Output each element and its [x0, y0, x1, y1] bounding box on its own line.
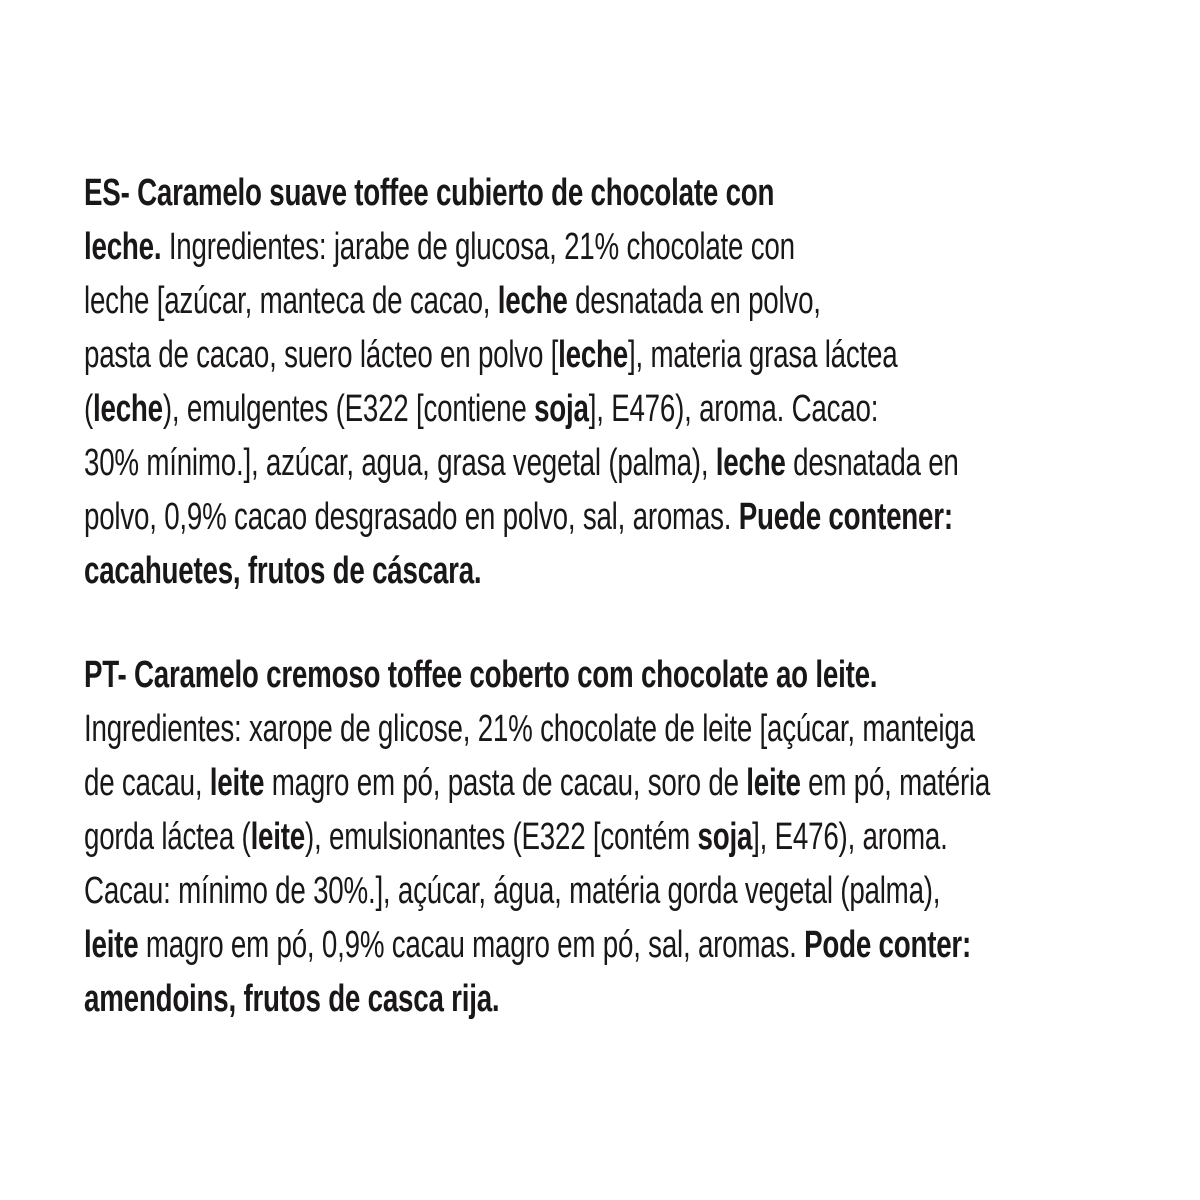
portuguese-ingredients-block — [84, 648, 1094, 1026]
pt-line — [84, 702, 975, 756]
pt-line-segment: ), emulsionantes (E322 [contém — [304, 816, 698, 858]
pt-line-segment: leite — [250, 816, 305, 858]
es-line — [84, 328, 898, 382]
pt-line-segment: soja — [697, 816, 753, 858]
es-line-segment: leche — [715, 442, 786, 484]
pt-line-segment: leite — [209, 762, 265, 804]
pt-line-segment: ], E476), aroma. — [752, 816, 948, 858]
es-line-segment: desnatada en polvo, — [567, 280, 821, 322]
es-line-segment: leche — [93, 388, 163, 430]
pt-line-segment: leite — [746, 762, 801, 804]
pt-line — [84, 648, 878, 702]
pt-line-segment: Ingredientes: xarope de glicose, 21% chocolate de leite [açúcar, manteiga — [84, 708, 975, 750]
pt-line-segment: Pode conter: — [804, 924, 972, 966]
es-line — [84, 166, 821, 220]
pt-line — [84, 864, 941, 918]
pt-line-segment: de cacau, — [84, 762, 210, 804]
spanish-ingredients-block — [84, 166, 1094, 598]
pt-line-segment: em pó, matéria — [800, 762, 991, 804]
es-line-segment: Puede contener: — [738, 496, 953, 538]
es-line — [84, 220, 821, 274]
es-line-segment: leche — [558, 334, 628, 376]
es-line-segment: leche. — [84, 226, 162, 268]
es-line-segment: ), emulgentes (E322 [contiene — [162, 388, 535, 430]
es-line-segment: soja — [534, 388, 589, 430]
es-line — [84, 490, 953, 544]
es-line-segment: ], E476), aroma. Cacao: — [588, 388, 879, 430]
pt-line — [84, 756, 991, 810]
pt-line — [84, 918, 972, 972]
es-line-segment: ES- Caramelo suave toffee cubierto de chocolate con — [84, 172, 775, 214]
pt-line-segment: PT- Caramelo cremoso toffee coberto com chocolate ao leite. — [84, 654, 878, 696]
es-line — [84, 436, 959, 490]
es-line — [84, 382, 879, 436]
es-line-segment: polvo, 0,9% cacao desgrasado en polvo, sal, aromas. — [84, 496, 739, 538]
pt-line-segment: amendoins, frutos de casca rija. — [84, 978, 500, 1020]
pt-line-segment: Cacau: mínimo de 30%.], açúcar, água, matéria gorda vegetal (palma), — [84, 870, 941, 912]
es-line-segment: cacahuetes, frutos de cáscara. — [84, 550, 482, 592]
es-line-segment: leche — [497, 280, 568, 322]
es-line-segment: Ingredientes: jarabe de glucosa, 21% chocolate con — [161, 226, 795, 268]
pt-line-segment: magro em pó, 0,9% cacau magro em pó, sal, aromas. — [138, 924, 805, 966]
es-line — [84, 544, 821, 598]
es-line-segment: ( — [84, 388, 94, 430]
pt-line — [84, 810, 948, 864]
es-line — [84, 274, 821, 328]
pt-line-segment: gorda láctea ( — [84, 816, 251, 858]
es-line-segment: pasta de cacao, suero lácteo en polvo [ — [84, 334, 559, 376]
pt-line — [84, 972, 821, 1026]
pt-line-segment: magro em pó, pasta de cacau, soro de — [264, 762, 747, 804]
es-line-segment: leche [azúcar, manteca de cacao, — [84, 280, 498, 322]
es-line-segment: ], materia grasa láctea — [627, 334, 898, 376]
es-line-segment: desnatada en — [785, 442, 959, 484]
es-line-segment: 30% mínimo.], azúcar, agua, grasa vegetal (palma), — [84, 442, 716, 484]
pt-line-segment: leite — [84, 924, 139, 966]
